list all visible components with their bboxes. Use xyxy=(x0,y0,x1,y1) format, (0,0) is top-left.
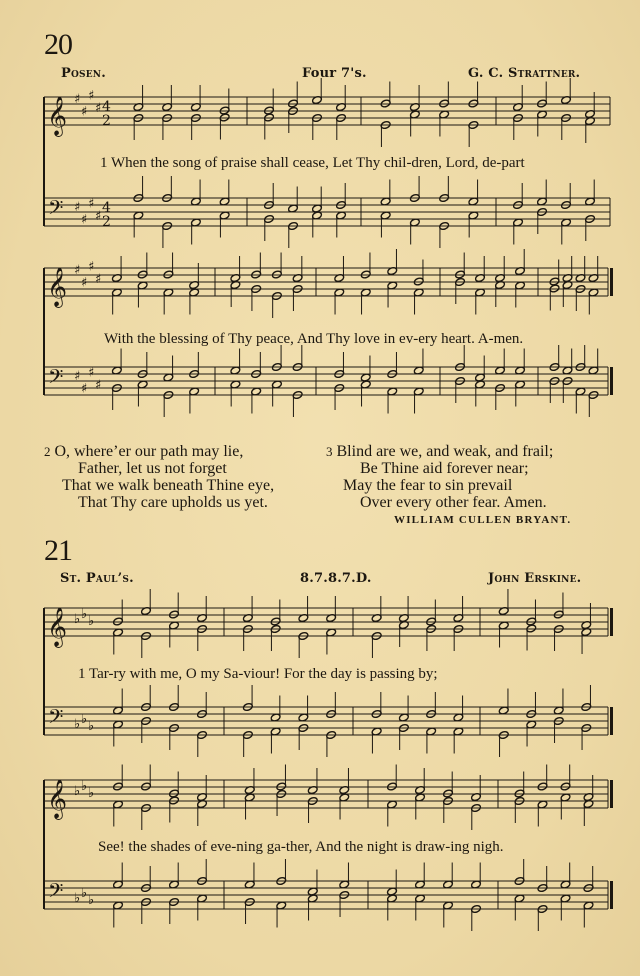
verse-line-text: O, where’er our path may lie, xyxy=(54,443,244,460)
flat-icon: ♭ xyxy=(74,717,81,732)
sharp-icon: ♯ xyxy=(95,208,102,224)
music-system xyxy=(44,249,613,417)
flat-icon: ♭ xyxy=(81,606,88,622)
lyric-line: See! the shades of eve-ning ga-ther, And the night is draw-ing nigh. xyxy=(98,839,504,855)
flat-icon: ♭ xyxy=(81,778,88,794)
time-signature: 2 xyxy=(102,214,111,230)
bass-clef-icon: 𝄢 xyxy=(48,365,64,393)
sharp-icon: ♯ xyxy=(95,271,102,287)
flat-icon: ♭ xyxy=(81,885,88,901)
meter-label: 8.7.8.7.D. xyxy=(300,571,372,586)
time-signature: 4 xyxy=(102,200,111,216)
sharp-icon: ♯ xyxy=(95,377,102,393)
sharp-icon: ♯ xyxy=(74,263,81,278)
sharp-icon: ♯ xyxy=(88,259,95,275)
sharp-icon: ♯ xyxy=(81,104,88,120)
verse-line-text: Blind are we, and weak, and frail; xyxy=(336,443,554,460)
treble-clef-icon: 𝄞 xyxy=(47,607,68,647)
verse-line: That we walk beneath Thine eye, xyxy=(62,477,275,494)
composer-name: G. C. Strattner. xyxy=(468,66,581,81)
flat-icon: ♭ xyxy=(74,891,81,906)
bass-clef-icon: 𝄢 xyxy=(48,196,64,224)
verse-line: Over every other fear. Amen. xyxy=(360,494,547,511)
hymn-number: 21 xyxy=(44,534,72,567)
verse-number: 2 xyxy=(44,444,51,459)
time-signature: 2 xyxy=(102,113,111,129)
tune-name: Posen. xyxy=(61,66,106,81)
sharp-icon: ♯ xyxy=(81,275,88,291)
tune-name: St. Paul’s. xyxy=(60,571,134,586)
verse-number: 3 xyxy=(326,444,333,459)
flat-icon: ♭ xyxy=(74,612,81,627)
sharp-icon: ♯ xyxy=(88,365,95,381)
treble-clef-icon: 𝄞 xyxy=(47,779,68,819)
time-signature: 4 xyxy=(102,99,111,115)
flat-icon: ♭ xyxy=(88,892,95,908)
flat-icon: ♭ xyxy=(74,784,81,799)
treble-clef-icon: 𝄞 xyxy=(47,96,68,136)
verse-line: May the fear to sin prevail xyxy=(343,477,513,494)
music-system xyxy=(44,589,613,757)
lyric-line: 1 When the song of praise shall cease, Let Thy chil-dren, Lord, de-part xyxy=(100,155,525,171)
bass-clef-icon: 𝄢 xyxy=(48,879,64,907)
sharp-icon: ♯ xyxy=(81,381,88,397)
author-credit: WILLIAM CULLEN BRYANT. xyxy=(394,514,572,526)
music-system xyxy=(44,78,610,248)
sharp-icon: ♯ xyxy=(95,100,102,116)
flat-icon: ♭ xyxy=(88,718,95,734)
lyric-line: With the blessing of Thy peace, And Thy love in ev-ery heart. A-men. xyxy=(104,331,524,347)
sharp-icon: ♯ xyxy=(74,369,81,384)
lyric-line: 1 Tar-ry with me, O my Sa-viour! For the day is passing by; xyxy=(78,666,438,682)
flat-icon: ♭ xyxy=(81,711,88,727)
flat-icon: ♭ xyxy=(88,785,95,801)
verse-line: That Thy care upholds us yet. xyxy=(78,494,268,511)
sharp-icon: ♯ xyxy=(88,88,95,104)
music-system xyxy=(44,765,613,932)
treble-clef-icon: 𝄞 xyxy=(47,267,68,307)
flat-icon: ♭ xyxy=(88,613,95,629)
composer-name: John Erskine. xyxy=(488,571,582,586)
bass-clef-icon: 𝄢 xyxy=(48,705,64,733)
hymn-number: 20 xyxy=(44,28,72,61)
verse-line: Father, let us not forget xyxy=(78,460,227,477)
sharp-icon: ♯ xyxy=(74,200,81,215)
sharp-icon: ♯ xyxy=(88,196,95,212)
sharp-icon: ♯ xyxy=(81,212,88,228)
verse-line: Be Thine aid forever near; xyxy=(360,460,529,477)
sharp-icon: ♯ xyxy=(74,92,81,107)
meter-label: Four 7's. xyxy=(302,66,367,81)
